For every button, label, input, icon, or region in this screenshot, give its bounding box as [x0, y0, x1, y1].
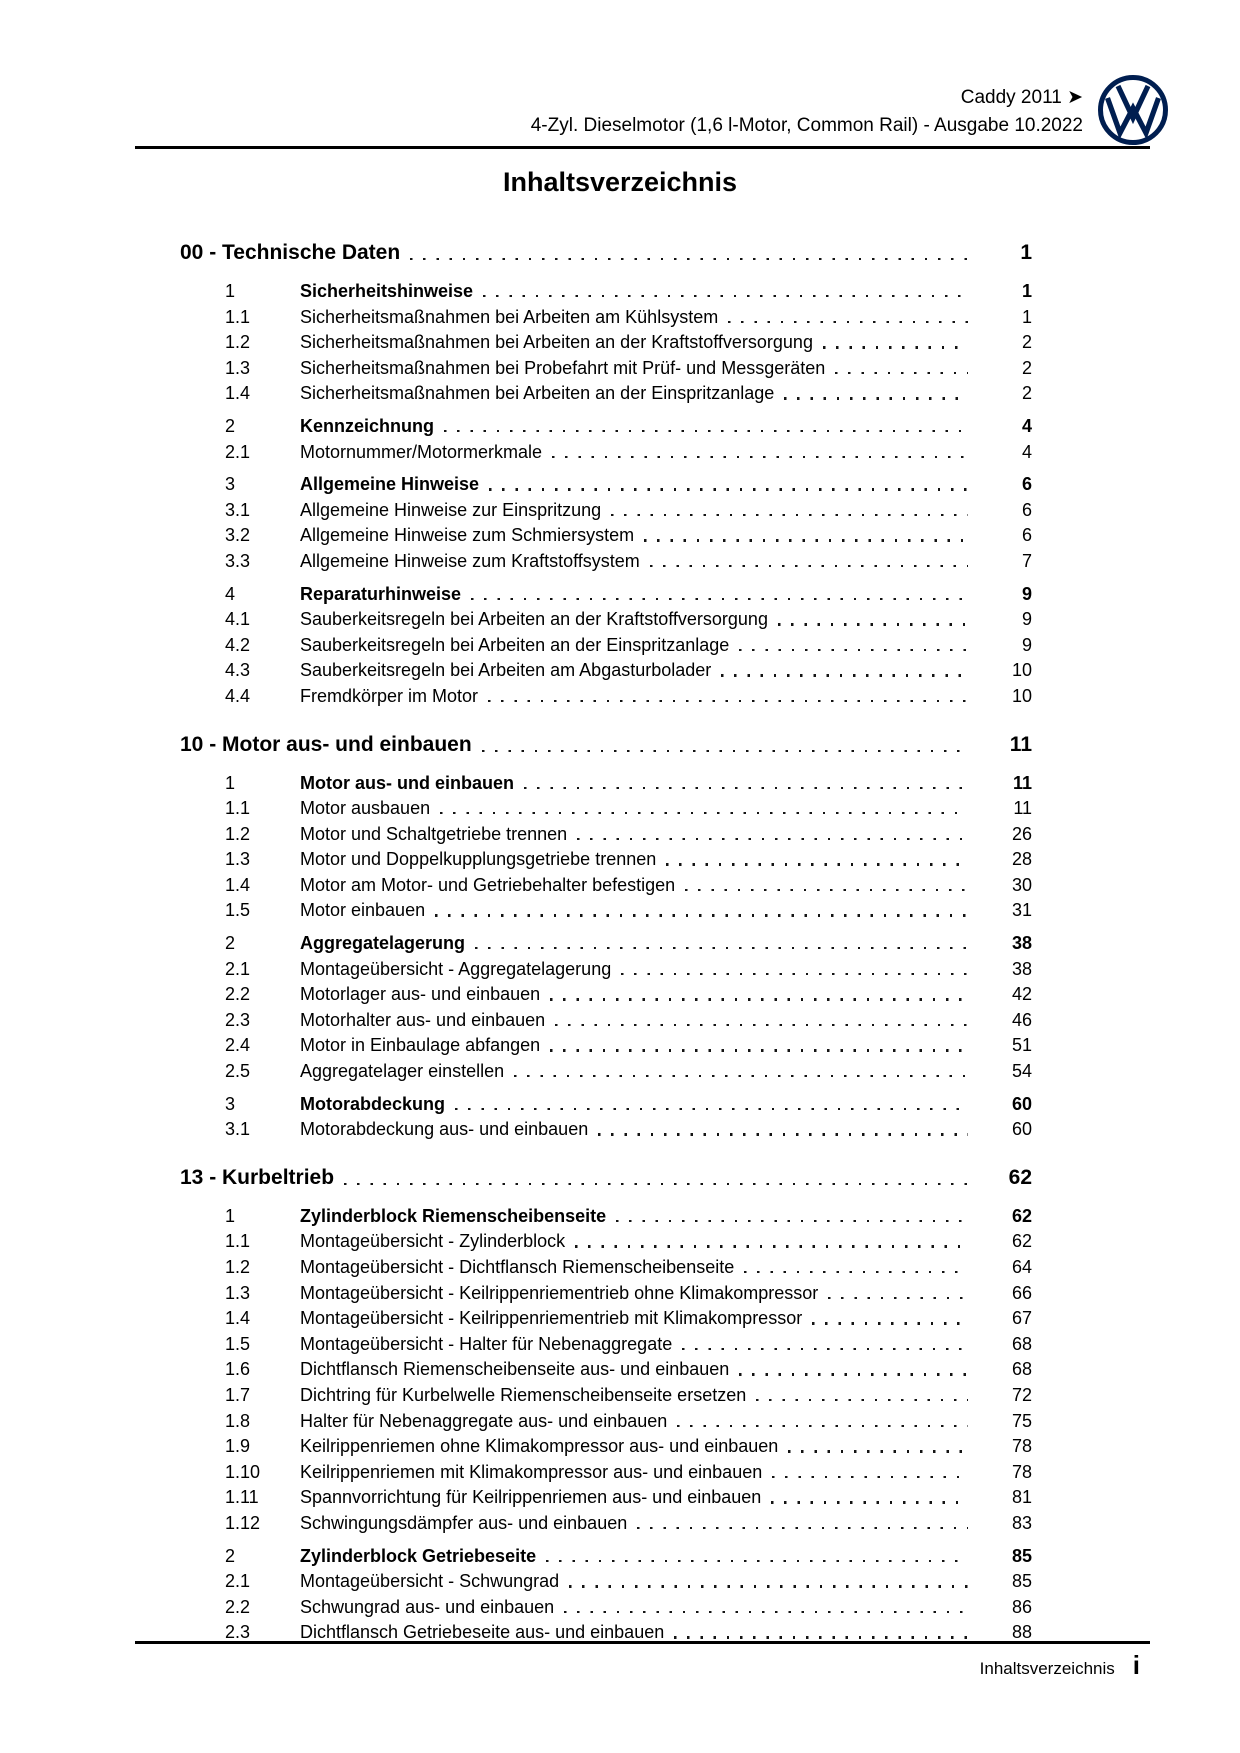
entry-page-number: 38	[1011, 933, 1032, 954]
dot-leader	[444, 430, 968, 432]
chapter-page-number: 1	[1020, 241, 1032, 264]
entry-number: 1.3	[225, 849, 251, 870]
entry-title: Zylinderblock Riemenscheibenseite	[300, 1205, 607, 1226]
entry-number: 1.2	[225, 823, 251, 844]
entry-page-number: 1	[1021, 306, 1032, 327]
entry-number: 2.4	[225, 1035, 251, 1056]
entry-title: Motor in Einbaulage abfangen	[300, 1035, 541, 1056]
entry-page-number: 2	[1021, 332, 1032, 353]
dot-leader	[621, 973, 968, 975]
dot-leader	[552, 456, 968, 458]
entry-page-number: 1	[1021, 281, 1032, 301]
dot-leader	[728, 321, 968, 323]
entry-number: 1.5	[225, 900, 251, 921]
toc-chapter	[180, 238, 1032, 710]
dot-leader	[569, 1585, 968, 1587]
entry-number: 4.2	[225, 634, 251, 655]
entry-title: Sicherheitsmaßnahmen bei Probefahrt mit Prüf- und Messgeräten	[300, 357, 826, 378]
entry-page-number: 66	[1011, 1282, 1032, 1303]
dot-leader	[739, 649, 968, 651]
entry-page-number: 88	[1011, 1622, 1032, 1643]
entry-title: Sicherheitsmaßnahmen bei Arbeiten am Kühlsystem	[300, 306, 719, 327]
toc-entry-row	[225, 1255, 1032, 1281]
entry-page-number: 67	[1011, 1308, 1032, 1329]
entry-title: Montageübersicht - Halter für Nebenaggregate	[300, 1333, 673, 1354]
dot-leader	[812, 1322, 968, 1324]
entry-page-number: 2	[1021, 383, 1032, 404]
entry-number: 3	[225, 474, 236, 495]
toc-entry-row	[225, 633, 1032, 659]
toc-entry-row	[225, 1059, 1032, 1085]
toc-chapter-row	[180, 730, 1032, 764]
entry-title: Fremdkörper im Motor	[300, 685, 479, 706]
entry-page-number: 60	[1011, 1119, 1032, 1140]
entry-title: Aggregatelager einstellen	[300, 1061, 505, 1082]
entry-page-number: 9	[1021, 609, 1032, 630]
entry-title: Allgemeine Hinweise zum Schmiersystem	[300, 525, 635, 546]
entry-number: 4.3	[225, 660, 251, 681]
entry-title: Motorlager aus- und einbauen	[300, 984, 541, 1005]
toc-entry-row	[225, 330, 1032, 356]
entry-number: 3.1	[225, 499, 251, 520]
toc-entry-row	[225, 1511, 1032, 1537]
toc-entry-row	[225, 1033, 1032, 1059]
chapter-page-number: 62	[1008, 1165, 1032, 1189]
entry-page-number: 78	[1011, 1436, 1032, 1457]
entry-number: 3.1	[225, 1119, 251, 1140]
dot-leader	[739, 1373, 968, 1375]
entry-title: Dichtring für Kurbelwelle Riemenscheibenseite ersetzen	[300, 1384, 747, 1405]
entry-number: 2.1	[225, 441, 251, 462]
entry-title: Motor einbauen	[300, 900, 426, 921]
entry-number: 1.2	[225, 332, 251, 353]
entry-page-number: 4	[1021, 415, 1032, 436]
entry-number: 2	[225, 415, 236, 436]
entry-page-number: 81	[1011, 1487, 1032, 1508]
toc-entry-row	[225, 1544, 1032, 1570]
entry-page-number: 30	[1011, 874, 1032, 895]
dot-leader	[455, 1108, 968, 1110]
entry-number: 1.4	[225, 1308, 251, 1329]
entry-title: Sicherheitshinweise	[300, 281, 474, 301]
entry-title: Dichtflansch Getriebeseite aus- und einbauen	[300, 1622, 665, 1643]
toc-entry-row	[225, 1008, 1032, 1034]
dot-leader	[344, 1183, 968, 1185]
toc-entry-row	[225, 1306, 1032, 1332]
dot-leader	[772, 1476, 968, 1478]
dot-leader	[823, 346, 968, 348]
toc-entry-row	[225, 796, 1032, 822]
table-of-contents	[180, 238, 1032, 1646]
dot-leader	[784, 397, 968, 399]
header-rule	[135, 146, 1150, 149]
toc-entry-row	[225, 1409, 1032, 1435]
entry-number: 2.3	[225, 1622, 251, 1643]
entry-title: Zylinderblock Getriebeseite	[300, 1545, 537, 1566]
entry-page-number: 10	[1011, 685, 1032, 706]
dot-leader	[611, 514, 968, 516]
dot-leader	[550, 998, 968, 1000]
entry-title: Allgemeine Hinweise	[300, 474, 480, 495]
entry-title: Spannvorrichtung für Keilrippenriemen aus- und einbauen	[300, 1487, 762, 1508]
entry-page-number: 11	[1013, 798, 1032, 819]
entry-page-number: 6	[1021, 525, 1032, 546]
entry-title: Schwungrad aus- und einbauen	[300, 1596, 555, 1617]
entry-title: Motorabdeckung aus- und einbauen	[300, 1119, 589, 1140]
toc-entry-row	[225, 1595, 1032, 1621]
dot-leader	[410, 258, 968, 260]
entry-page-number: 6	[1021, 474, 1032, 495]
entry-title: Montageübersicht - Zylinderblock	[300, 1231, 566, 1252]
entry-title: Allgemeine Hinweise zur Einspritzung	[300, 499, 602, 520]
toc-entry-row	[225, 771, 1032, 797]
dot-leader	[550, 1049, 968, 1051]
toc-chapter	[180, 1163, 1032, 1646]
dot-leader	[577, 838, 968, 840]
entry-title: Motor und Schaltgetriebe trennen	[300, 823, 568, 844]
entry-title: Sicherheitsmaßnahmen bei Arbeiten an der Einspritzanlage	[300, 383, 775, 404]
toc-entry-row	[225, 931, 1032, 957]
dot-leader	[435, 914, 968, 916]
entry-title: Allgemeine Hinweise zum Kraftstoffsystem	[300, 550, 640, 571]
entry-number: 2.2	[225, 984, 251, 1005]
entry-number: 1.7	[225, 1384, 251, 1405]
entry-number: 2	[225, 1545, 236, 1566]
entry-number: 1.1	[225, 1231, 251, 1252]
entry-number: 3	[225, 1093, 236, 1114]
toc-entry-row	[225, 1357, 1032, 1383]
entry-page-number: 75	[1011, 1410, 1032, 1431]
toc-entry-row	[225, 1229, 1032, 1255]
entry-number: 1.11	[225, 1487, 259, 1508]
dot-leader	[488, 700, 968, 702]
toc-entry-row	[225, 1332, 1032, 1358]
toc-entry-row	[225, 684, 1032, 710]
toc-entry-row	[225, 472, 1032, 498]
dot-leader	[575, 1245, 968, 1247]
entry-page-number: 62	[1011, 1205, 1032, 1226]
dot-leader	[771, 1501, 968, 1503]
entry-title: Sicherheitsmaßnahmen bei Arbeiten an der Kraftstoffversorgung	[300, 332, 813, 353]
toc-entry-row	[225, 440, 1032, 466]
entry-page-number: 31	[1011, 900, 1032, 921]
entry-page-number: 46	[1011, 1009, 1032, 1030]
dot-leader	[637, 1527, 968, 1529]
chapter-label: 00 - Technische Daten	[180, 241, 401, 264]
entry-page-number: 54	[1011, 1061, 1032, 1082]
entry-number: 1.12	[225, 1512, 261, 1533]
entry-page-number: 68	[1011, 1359, 1032, 1380]
entry-title: Keilrippenriemen mit Klimakompressor aus- und einbauen	[300, 1461, 763, 1482]
entry-number: 4.4	[225, 685, 251, 706]
toc-chapter	[180, 730, 1032, 1143]
toc-entry-row	[225, 822, 1032, 848]
toc-entry-row	[225, 847, 1032, 873]
toc-entry-row	[225, 873, 1032, 899]
dot-leader	[778, 623, 968, 625]
header-model-line: Caddy 2011 ➤	[960, 87, 1083, 108]
toc-chapter-row	[180, 1163, 1032, 1197]
entry-title: Schwingungsdämpfer aus- und einbauen	[300, 1512, 628, 1533]
footer-label: Inhaltsverzeichnis	[979, 1659, 1115, 1678]
toc-entry-row	[225, 1485, 1032, 1511]
toc-entry-row	[225, 898, 1032, 924]
entry-title: Montageübersicht - Aggregatelagerung	[300, 958, 612, 979]
toc-entry-row	[225, 1434, 1032, 1460]
header-text	[531, 74, 1083, 140]
entry-number: 4	[225, 583, 236, 604]
entry-page-number: 28	[1011, 849, 1032, 870]
toc-entry-row	[225, 498, 1032, 524]
entry-title: Motor am Motor- und Getriebehalter befestigen	[300, 874, 676, 895]
entry-title: Sauberkeitsregeln bei Arbeiten am Abgasturbolader	[300, 660, 712, 681]
entry-number: 1.10	[225, 1461, 261, 1482]
entry-page-number: 62	[1011, 1231, 1032, 1252]
entry-page-number: 6	[1021, 499, 1032, 520]
toc-entry-row	[225, 582, 1032, 608]
entry-page-number: 51	[1011, 1035, 1032, 1056]
dot-leader	[666, 863, 968, 865]
entry-title: Sauberkeitsregeln bei Arbeiten an der Kraftstoffversorgung	[300, 609, 768, 630]
dot-leader	[514, 1075, 968, 1077]
entry-number: 1.8	[225, 1410, 251, 1431]
page-header	[531, 74, 1169, 146]
dot-leader	[475, 947, 968, 949]
entry-number: 2.3	[225, 1009, 251, 1030]
entry-page-number: 38	[1011, 958, 1032, 979]
toc-entry-row	[225, 607, 1032, 633]
dot-leader	[555, 1024, 968, 1026]
entry-number: 1	[225, 772, 236, 793]
entry-title: Keilrippenriemen ohne Klimakompressor aus- und einbauen	[300, 1436, 779, 1457]
entry-number: 1.4	[225, 383, 251, 404]
toc-entry-row	[225, 381, 1032, 407]
toc-entry-row	[225, 1281, 1032, 1307]
entry-number: 2.5	[225, 1061, 251, 1082]
dot-leader	[756, 1399, 968, 1401]
dot-leader	[788, 1450, 968, 1452]
dot-leader	[685, 889, 968, 891]
entry-title: Reparaturhinweise	[300, 583, 462, 604]
entry-page-number: 42	[1011, 984, 1032, 1005]
entry-title: Kennzeichnung	[300, 415, 434, 436]
dot-leader	[564, 1611, 968, 1613]
entry-title: Motor ausbauen	[300, 798, 431, 819]
toc-entry-row	[225, 549, 1032, 575]
entry-title: Halter für Nebenaggregate aus- und einbauen	[300, 1410, 668, 1431]
entry-title: Motor und Doppelkupplungsgetriebe trennen	[300, 849, 657, 870]
toc-entry-row	[225, 305, 1032, 331]
dot-leader	[483, 295, 968, 297]
entry-title: Motor aus- und einbauen	[300, 772, 514, 793]
dot-leader	[471, 598, 968, 600]
entry-page-number: 9	[1021, 634, 1032, 655]
entry-title: Montageübersicht - Dichtflansch Riemenscheibenseite	[300, 1257, 735, 1277]
toc-entry-row	[225, 1460, 1032, 1486]
toc-entry-row	[225, 1204, 1032, 1230]
toc-entry-row	[225, 1383, 1032, 1409]
entry-number: 1.1	[225, 798, 251, 819]
chapter-label: 10 - Motor aus- und einbauen	[180, 732, 472, 756]
entry-number: 2.2	[225, 1596, 251, 1617]
dot-leader	[744, 1271, 968, 1273]
dot-leader	[546, 1560, 968, 1562]
dot-leader	[677, 1425, 968, 1427]
toc-entry-row	[225, 658, 1032, 684]
entry-number: 1	[225, 281, 236, 301]
dot-leader	[650, 565, 968, 567]
dot-leader	[482, 750, 968, 752]
entry-title: Montageübersicht - Keilrippenriementrieb ohne Klimakompressor	[300, 1282, 819, 1303]
dot-leader	[524, 787, 968, 789]
dot-leader	[616, 1220, 968, 1222]
entry-title: Motornummer/Motormerkmale	[300, 441, 543, 462]
dot-leader	[674, 1636, 968, 1638]
dot-leader	[835, 372, 968, 374]
toc-entry-row	[225, 523, 1032, 549]
toc-entry-row	[225, 356, 1032, 382]
entry-title: Motorhalter aus- und einbauen	[300, 1009, 546, 1030]
toc-entry-row	[225, 1092, 1032, 1118]
chapter-page-number: 11	[1009, 732, 1032, 756]
entry-title: Sauberkeitsregeln bei Arbeiten an der Einspritzanlage	[300, 634, 730, 655]
dot-leader	[598, 1133, 968, 1135]
entry-number: 3.2	[225, 525, 251, 546]
toc-entry-row	[225, 1569, 1032, 1595]
entry-number: 1	[225, 1205, 236, 1226]
entry-number: 1.1	[225, 306, 251, 327]
toc-entry-row	[225, 982, 1032, 1008]
entry-number: 1.3	[225, 1282, 251, 1303]
dot-leader	[721, 674, 968, 676]
entry-page-number: 7	[1021, 550, 1032, 571]
vw-logo-icon	[1097, 74, 1169, 146]
entry-page-number: 72	[1011, 1384, 1032, 1405]
footer-page-number: i	[1132, 1650, 1140, 1680]
entry-title: Motorabdeckung	[300, 1093, 446, 1114]
entry-title: Montageübersicht - Schwungrad	[300, 1571, 560, 1592]
entry-page-number: 4	[1021, 441, 1032, 462]
entry-number: 1.3	[225, 357, 251, 378]
entry-page-number: 86	[1011, 1596, 1032, 1617]
toc-entry-row	[225, 414, 1032, 440]
toc-entry-row	[225, 957, 1032, 983]
footer-rule	[135, 1641, 1150, 1644]
dot-leader	[828, 1297, 968, 1299]
entry-page-number: 83	[1011, 1512, 1032, 1533]
page-footer	[980, 1650, 1140, 1681]
toc-entry-row	[225, 1117, 1032, 1143]
dot-leader	[682, 1348, 968, 1350]
entry-page-number: 2	[1021, 357, 1032, 378]
entry-number: 1.9	[225, 1436, 251, 1457]
chapter-label: 13 - Kurbeltrieb	[180, 1165, 335, 1189]
dot-leader	[489, 488, 968, 490]
dot-leader	[440, 812, 968, 814]
toc-chapter-row	[180, 238, 1032, 272]
entry-number: 3.3	[225, 550, 251, 571]
entry-page-number: 85	[1011, 1571, 1032, 1592]
entry-title: Dichtflansch Riemenscheibenseite aus- und einbauen	[300, 1359, 730, 1380]
entry-number: 4.1	[225, 609, 251, 630]
entry-page-number: 64	[1011, 1257, 1032, 1277]
dot-leader	[644, 539, 968, 541]
entry-page-number: 78	[1011, 1461, 1032, 1482]
entry-number: 1.2	[225, 1257, 251, 1277]
entry-number: 1.4	[225, 874, 251, 895]
header-subtitle-line: 4-Zyl. Dieselmotor (1,6 l-Motor, Common Rail) - Ausgabe 10.2022	[530, 115, 1083, 136]
entry-title: Montageübersicht - Keilrippenriementrieb mit Klimakompressor	[300, 1308, 803, 1329]
entry-page-number: 10	[1011, 660, 1032, 681]
entry-number: 2.1	[225, 1571, 251, 1592]
entry-title: Aggregatelagerung	[300, 933, 466, 954]
entry-number: 1.5	[225, 1333, 251, 1354]
entry-page-number: 60	[1011, 1093, 1032, 1114]
entry-number: 2.1	[225, 958, 251, 979]
entry-page-number: 68	[1011, 1333, 1032, 1354]
entry-page-number: 9	[1021, 583, 1032, 604]
entry-number: 1.6	[225, 1359, 251, 1380]
entry-number: 2	[225, 933, 236, 954]
page-title: Inhaltsverzeichnis	[502, 167, 738, 197]
entry-page-number: 26	[1011, 823, 1032, 844]
toc-entry-row	[225, 279, 1032, 305]
entry-page-number: 85	[1011, 1545, 1032, 1566]
entry-page-number: 11	[1012, 772, 1032, 793]
